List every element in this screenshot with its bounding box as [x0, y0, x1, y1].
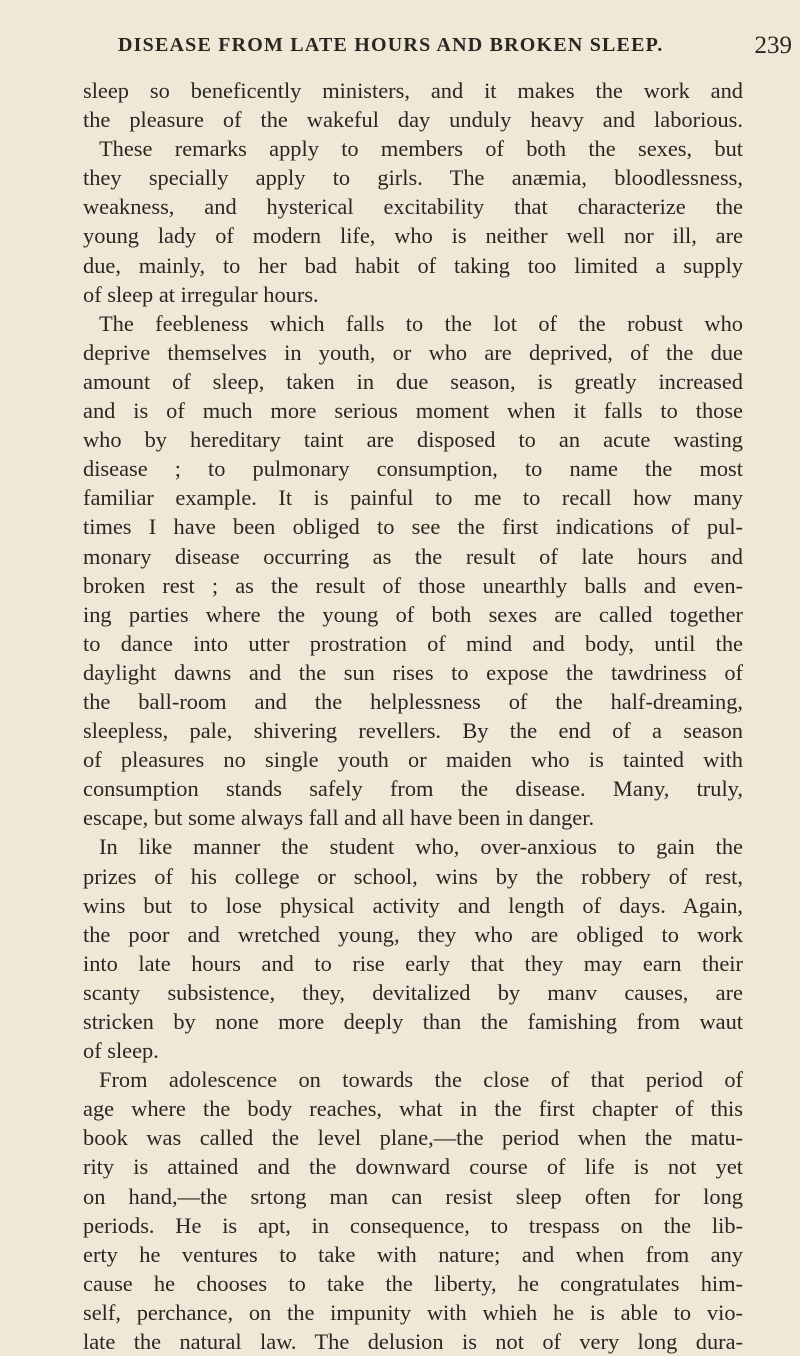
chapter-title: DISEASE FROM LATE HOURS AND BROKEN SLEEP.: [118, 34, 664, 56]
text-line: on hand,—the srtong man can resist sleep often for long: [83, 1183, 743, 1209]
text-line: broken rest ; as the result of those unearthly balls and even-: [83, 572, 743, 598]
text-line: ing parties where the young of both sexes are called together: [83, 601, 743, 627]
text-line: they specially apply to girls. The anæmia, bloodlessness,: [83, 165, 743, 191]
text-line: sleepless, pale, shivering revellers. By the end of a season: [83, 718, 743, 744]
text-line: times I have been obliged to see the first indications of pul-: [83, 514, 743, 540]
text-line: age where the body reaches, what in the first chapter of this: [83, 1096, 743, 1122]
running-header: [82, 34, 792, 68]
text-line: and is of much more serious moment when it falls to those: [83, 398, 743, 424]
text-line: scanty subsistence, they, devitalized by manv causes, are: [83, 979, 743, 1005]
text-line: daylight dawns and the sun rises to expose the tawdriness of: [83, 659, 743, 685]
text-line: of sleep.: [83, 1038, 159, 1064]
text-line: of pleasures no single youth or maiden who is tainted with: [83, 747, 743, 773]
text-line: escape, but some always fall and all have been in danger.: [83, 805, 595, 831]
page-number: 239: [754, 32, 792, 59]
text-line: These remarks apply to members of both the sexes, but: [99, 136, 743, 162]
text-line: the poor and wretched young, they who are obliged to work: [83, 921, 743, 947]
body-text: [83, 76, 743, 1356]
text-line: amount of sleep, taken in due season, is greatly increased: [83, 368, 743, 394]
text-line: cause he chooses to take the liberty, he congratulates him-: [83, 1270, 743, 1296]
text-line: the pleasure of the wakeful day unduly heavy and laborious.: [83, 107, 743, 133]
text-line: late the natural law. The delusion is not of very long dura-: [83, 1329, 743, 1355]
text-line: book was called the level plane,—the period when the matu-: [83, 1125, 743, 1151]
text-line: to dance into utter prostration of mind and body, until the: [83, 630, 743, 656]
text-line: stricken by none more deeply than the famishing from waut: [83, 1009, 743, 1034]
text-line: prizes of his college or school, wins by the robbery of rest,: [83, 863, 743, 889]
text-line: due, mainly, to her bad habit of taking too limited a supply: [83, 252, 743, 278]
text-line: the ball-room and the helplessness of the half-dreaming,: [83, 688, 743, 714]
text-line: deprive themselves in youth, or who are deprived, of the due: [83, 339, 743, 365]
text-line: From adolescence on towards the close of that period of: [99, 1067, 743, 1093]
text-line: The feebleness which falls to the lot of the robust who: [99, 310, 743, 336]
text-line: weakness, and hysterical excitability that characterize the: [83, 194, 743, 220]
text-line: periods. He is apt, in consequence, to trespass on the lib-: [83, 1212, 743, 1238]
text-line: erty he ventures to take with nature; and when from any: [83, 1241, 743, 1267]
text-line: disease ; to pulmonary consumption, to name the most: [83, 456, 743, 482]
text-line: monary disease occurring as the result of late hours and: [83, 543, 743, 569]
text-line: young lady of modern life, who is neither well nor ill, are: [83, 223, 743, 249]
text-line: sleep so beneficently ministers, and it makes the work and: [83, 78, 743, 103]
text-line: of sleep at irregular hours.: [83, 281, 319, 307]
text-line: rity is attained and the downward course of life is not yet: [83, 1154, 743, 1180]
text-line: self, perchance, on the impunity with whieh he is able to vio-: [83, 1299, 743, 1325]
text-line: into late hours and to rise early that they may earn their: [83, 950, 743, 976]
text-line: familiar example. It is painful to me to recall how many: [83, 485, 743, 511]
text-line: consumption stands safely from the disease. Many, truly,: [83, 776, 743, 802]
text-line: wins but to lose physical activity and length of days. Again,: [83, 892, 743, 918]
text-line: who by hereditary taint are disposed to an acute wasting: [83, 427, 743, 453]
text-line: In like manner the student who, over-anxious to gain the: [99, 834, 743, 860]
